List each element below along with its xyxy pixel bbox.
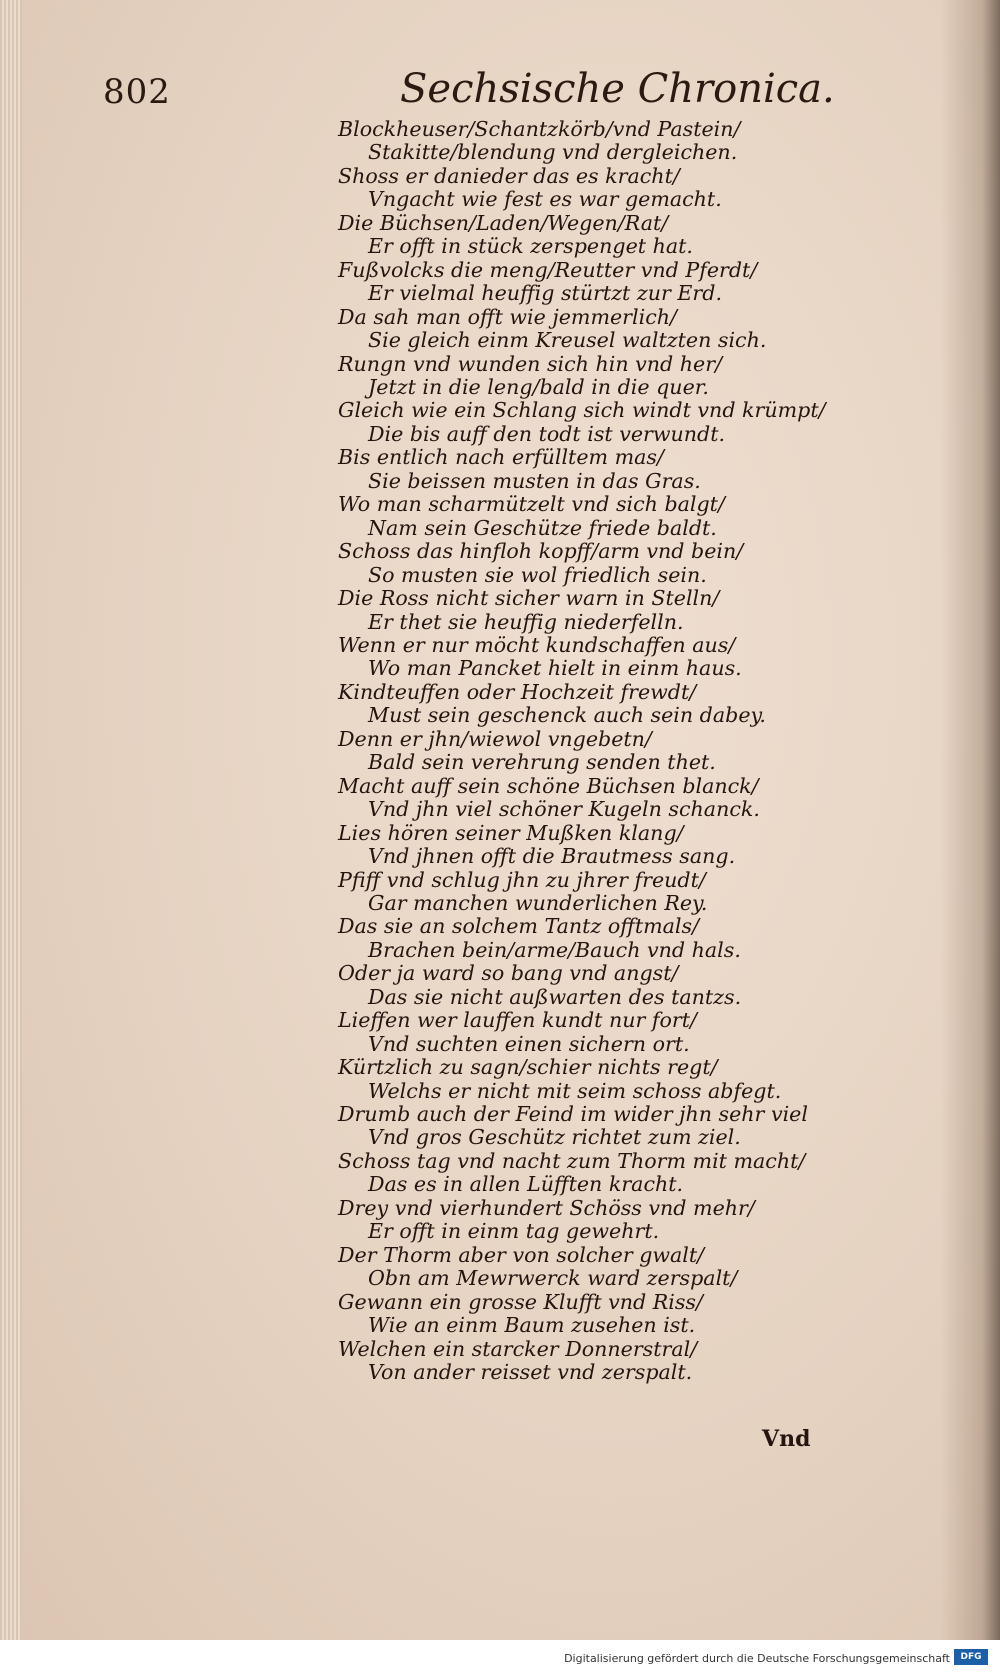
running-head: Sechsische Chronica. [400,66,835,112]
footer-bar [0,1640,1000,1676]
verse-line: Er offt in einm tag gewehrt. [368,1219,660,1244]
verse-line: Schoss das hinfloh kopff/arm vnd bein/ [338,539,744,564]
verse-line: Blockheuser/Schantzkörb/vnd Pastein/ [338,117,741,141]
verse-line: Vnd suchten einen sichern ort. [368,1031,690,1056]
page-edges [0,0,23,1640]
verse-line: Wie an einm Baum zusehen ist. [368,1313,696,1338]
verse-line: Jetzt in die leng/bald in die quer. [368,374,709,399]
verse-line: Must sein geschenck auch sein dabey. [368,703,766,728]
verse-line: Lieffen wer lauffen kundt nur fort/ [338,1008,697,1033]
verse-line: Brachen bein/arme/Bauch vnd hals. [368,937,741,962]
verse-block [338,117,826,1385]
verse-line: Rungn vnd wunden sich hin vnd her/ [338,351,723,376]
verse-line: Wenn er nur möcht kundschaffen aus/ [338,632,736,657]
verse-line: Bald sein verehrung senden thet. [368,750,716,775]
verse-line: Nam sein Geschütze friede baldt. [368,515,717,540]
verse-line: Bis entlich nach erfülltem mas/ [338,445,664,470]
verse-line: Drey vnd vierhundert Schöss vnd mehr/ [338,1195,755,1220]
verse-line: Vngacht wie fest es war gemacht. [368,187,722,212]
verse-line: Wo man scharmützelt vnd sich balgt/ [338,492,725,517]
verse-line: Gewann ein grosse Klufft vnd Riss/ [338,1289,703,1314]
verse-line: Stakitte/blendung vnd dergleichen. [368,140,738,165]
verse-line: Das sie an solchem Tantz offtmals/ [338,914,700,939]
verse-line: Welchs er nicht mit seim schoss abfegt. [368,1078,782,1103]
verse-line: Da sah man offt wie jemmerlich/ [338,304,677,329]
verse-line: Vnd jhn viel schöner Kugeln schanck. [368,797,760,822]
verse-line: Vnd gros Geschütz richtet zum ziel. [368,1125,741,1150]
verse-line: Denn er jhn/wiewol vngebetn/ [338,726,652,751]
dfg-logo-icon: DFG [954,1649,988,1665]
verse-line: Die Ross nicht sicher warn in Stelln/ [338,586,720,611]
verse-line: Er offt in stück zerspenget hat. [368,234,693,259]
verse-line: Sie beissen musten in das Gras. [368,468,701,493]
verse-line: Drumb auch der Feind im wider jhn sehr viel [338,1102,808,1127]
verse-line: Macht auff sein schöne Büchsen blanck/ [338,773,759,798]
gutter-shadow [940,0,1000,1640]
verse-line: Von ander reisset vnd zerspalt. [368,1360,693,1385]
funding-credit: Digitalisierung gefördert durch die Deutsche Forschungsgemeinschaft [564,1652,950,1665]
verse-line: Welchen ein starcker Donnerstral/ [338,1336,698,1361]
verse-line: Vnd jhnen offt die Brautmess sang. [368,844,736,869]
verse-line: So musten sie wol friedlich sein. [368,562,707,587]
verse-line: Die bis auff den todt ist verwundt. [368,421,726,446]
verse-line: Das sie nicht außwarten des tantzs. [368,984,742,1009]
verse-line: Lies hören seiner Mußken klang/ [338,820,684,845]
verse-line: Pfiff vnd schlug jhn zu jhrer freudt/ [338,867,706,892]
verse-line: Wo man Pancket hielt in einm haus. [368,656,742,681]
catchword: Vnd [762,1426,811,1452]
verse-line: Das es in allen Lüfften kracht. [368,1172,684,1197]
verse-line: Gleich wie ein Schlang sich windt vnd krümpt/ [338,398,826,423]
page-number: 802 [103,72,171,112]
verse-line: Er vielmal heuffig stürtzt zur Erd. [368,281,722,306]
verse-line: Kürtzlich zu sagn/schier nichts regt/ [338,1055,718,1080]
verse-line: Oder ja ward so bang vnd angst/ [338,961,679,986]
verse-line: Fußvolcks die meng/Reutter vnd Pferdt/ [338,257,758,282]
verse-line: Der Thorm aber von solcher gwalt/ [338,1242,705,1267]
verse-line: Die Büchsen/Laden/Wegen/Rat/ [338,210,669,235]
verse-line: Schoss tag vnd nacht zum Thorm mit macht/ [338,1148,806,1173]
verse-line: Sie gleich einm Kreusel waltzten sich. [368,328,767,353]
verse-line: Shoss er danieder das es kracht/ [338,163,680,188]
verse-line: Kindteuffen oder Hochzeit frewdt/ [338,679,697,704]
verse-line: Gar manchen wunderlichen Rey. [368,890,708,915]
verse-line: Er thet sie heuffig niederfelln. [368,609,684,634]
verse-line: Obn am Mewrwerck ward zerspalt/ [368,1266,738,1291]
